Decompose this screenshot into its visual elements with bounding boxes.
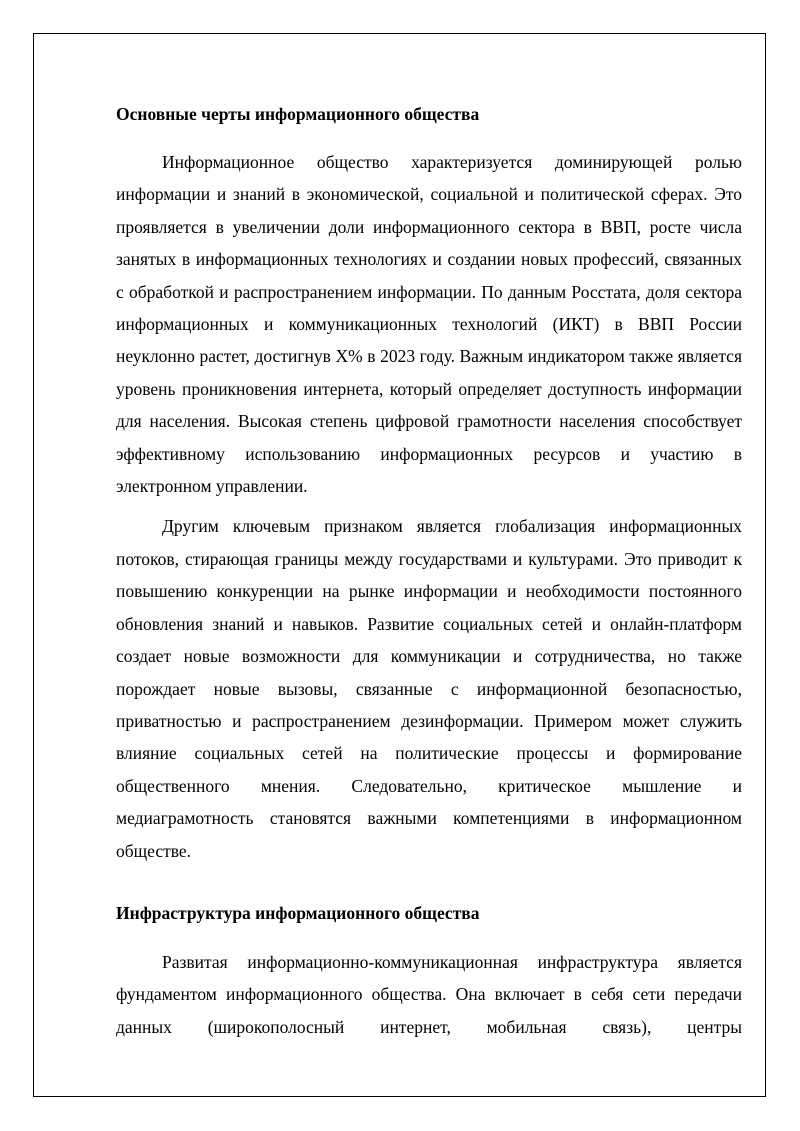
paragraph-1: Информационное общество характеризуется доминирующей ролью информации и знаний в экономической, социальной и политической сферах. Это проявляется в увеличении доли информационного сектора в ВВП, росте числа занятых в информационных технологиях и создании новых профессий, связанных с обработкой и распространением информации. По данным Росстата, доля сектора информационных и коммуникационных технологий (ИКТ) в ВВП России неуклонно растет, достигнув X% в 2023 году. Важным индикатором также является уровень проникновения интернета, который определяет доступность информации для населения. Высокая степень цифровой грамотности населения способствует эффективному использованию информационных ресурсов и участию в электронном управлении. <box>116 152 742 497</box>
paragraph-2: Другим ключевым признаком является глобализация информационных потоков, стирающая границы между государствами и культурами. Это приводит к повышению конкуренции на рынке информации и необходимости постоянного обновления знаний и навыков. Развитие социальных сетей и онлайн-платформ создает новые возможности для коммуникации и сотрудничества, но также порождает новые вызовы, связанные с информационной безопасностью, приватностью и распространением дезинформации. Примером может служить влияние социальных сетей на политические процессы и формирование общественного мнения. Следовательно, критическое мышление и медиаграмотность становятся важными компетенциями в информационном обществе. <box>116 516 742 861</box>
section-heading-main-features: Основные черты информационного общества <box>116 104 480 124</box>
paragraph-3: Развитая информационно-коммуникационная инфраструктура является фундаментом информационного общества. Она включает в себя сети передачи данных (широкополосный интернет, мобильная связь), центры <box>116 951 742 1037</box>
section-heading-infrastructure: Инфраструктура информационного общества <box>116 902 480 923</box>
document-body <box>116 88 742 1051</box>
